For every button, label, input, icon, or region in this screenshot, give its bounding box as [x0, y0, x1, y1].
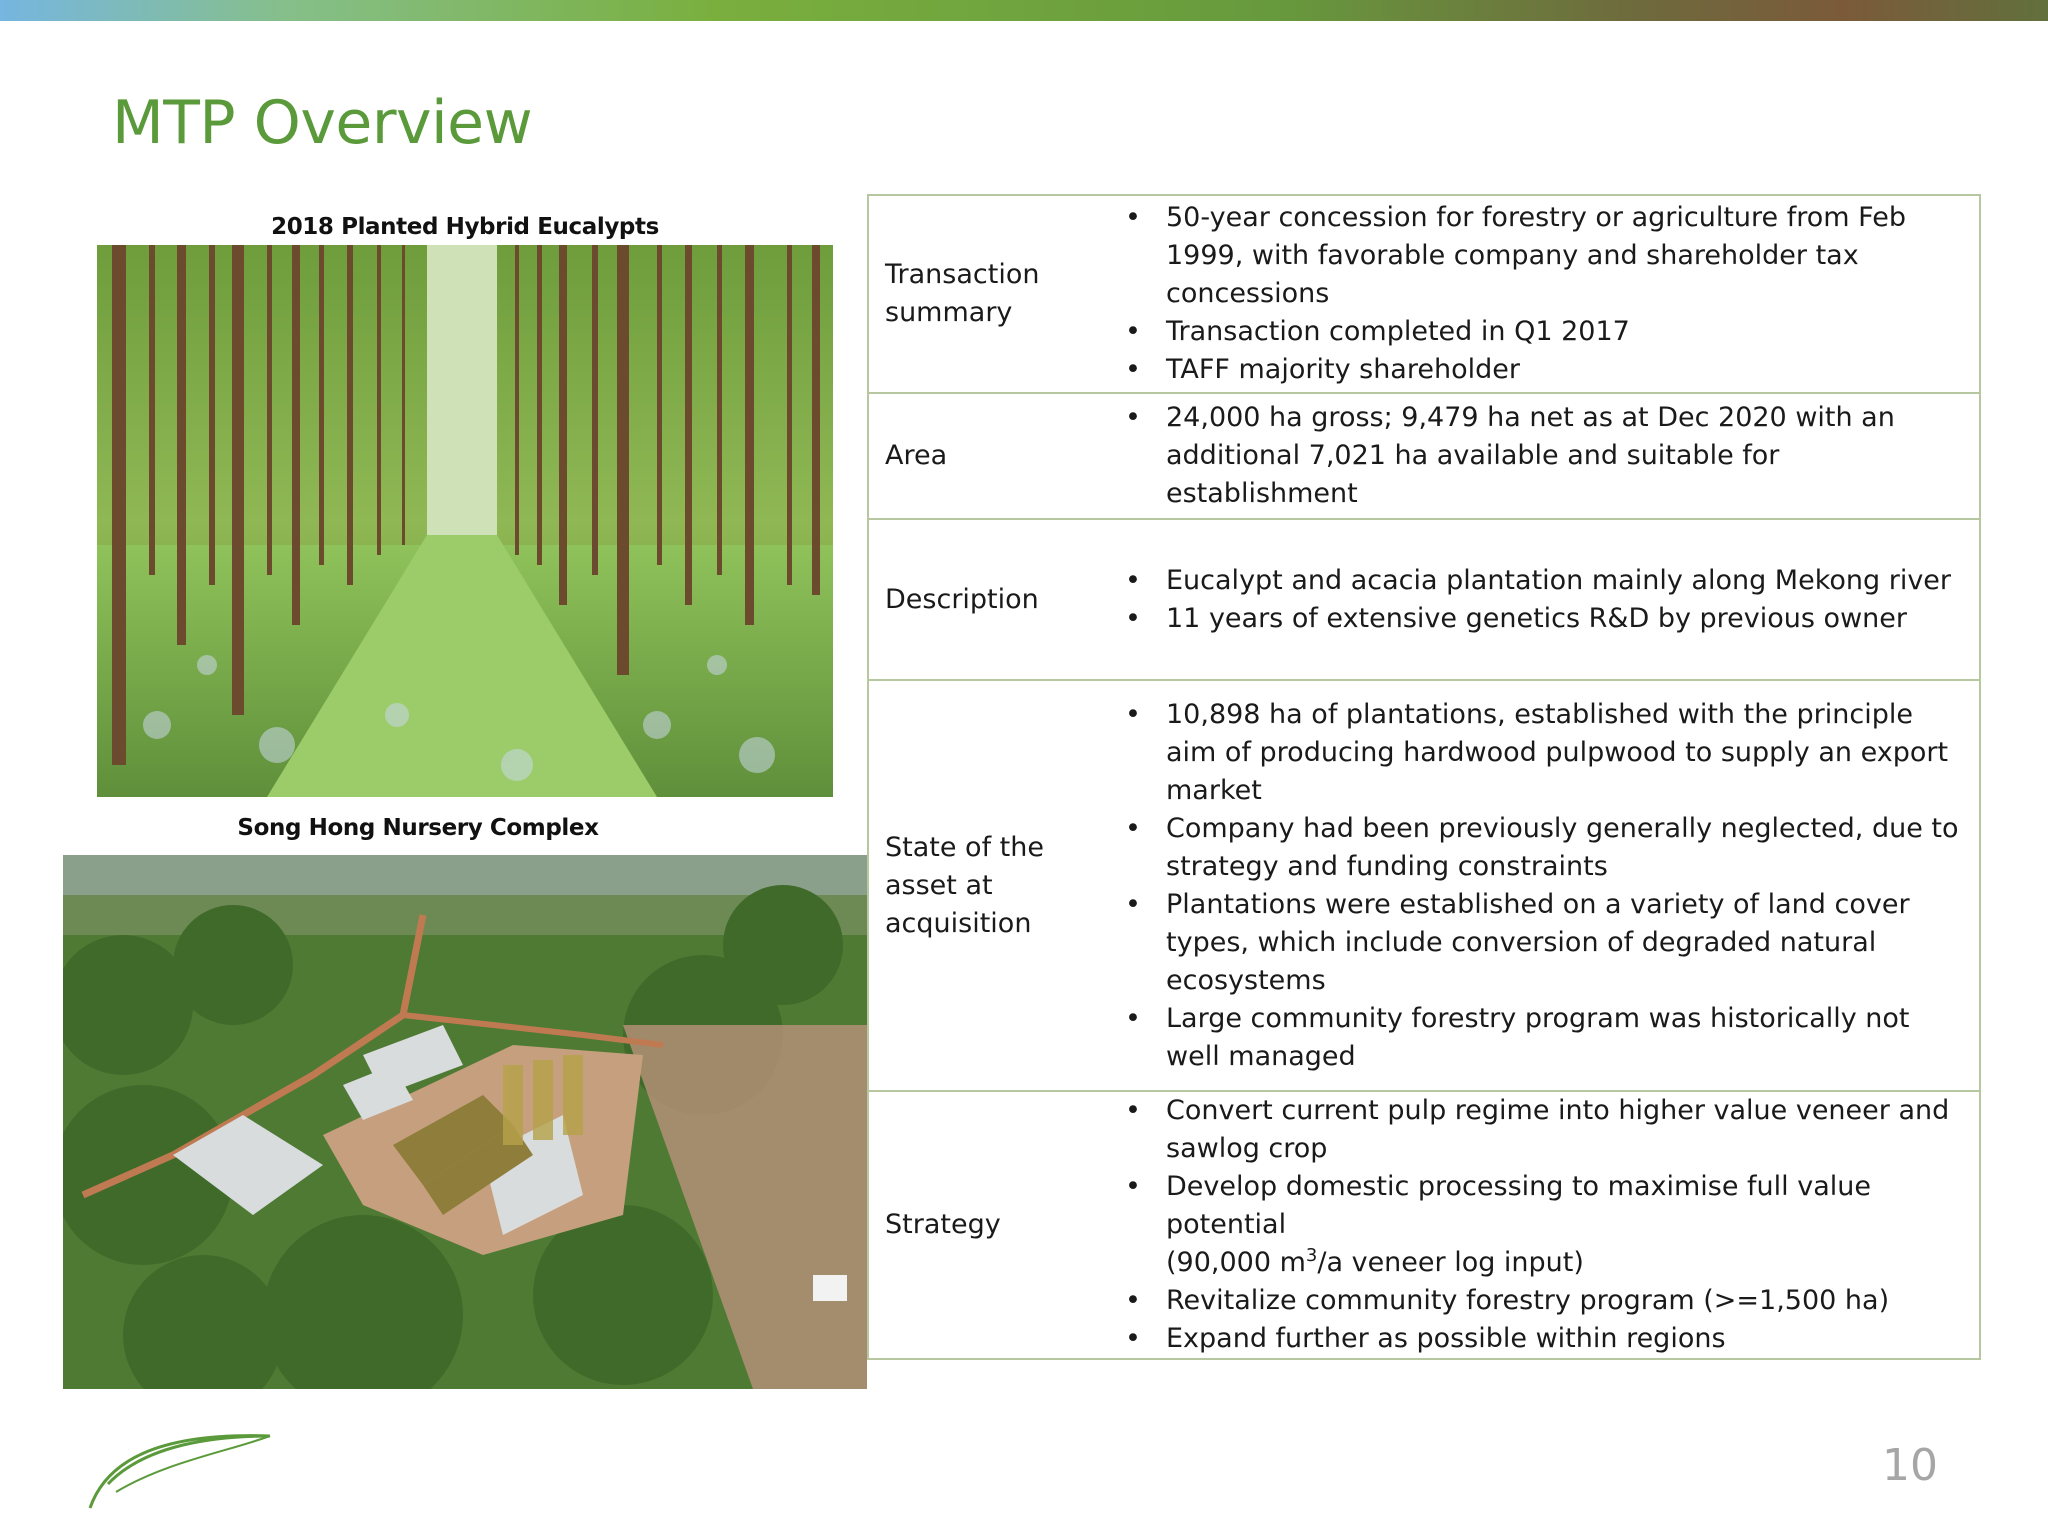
- row-content: [1115, 680, 1980, 1091]
- row-label: State of the asset at acquisition: [868, 680, 1115, 1091]
- row-content: [1115, 519, 1980, 680]
- bullet-item: • 24,000 ha gross; 9,479 ha net as at Dec 2020 with an additional 7,021 ha available and suitable for establishment: [1125, 399, 1963, 513]
- row-label: Area: [868, 393, 1115, 519]
- bullet-item: • 11 years of extensive genetics R&D by previous owner: [1125, 600, 1963, 638]
- bullet-item: • TAFF majority shareholder: [1125, 351, 1963, 389]
- bullet-item: • Convert current pulp regime into higher value veneer and sawlog crop: [1125, 1092, 1963, 1168]
- bullet-text: Develop domestic processing to maximise full value potential: [1166, 1171, 1872, 1240]
- top-gradient-bar: [0, 0, 2048, 21]
- capacity-superscript: 3: [1305, 1245, 1318, 1266]
- nursery-photo-caption: Song Hong Nursery Complex: [237, 815, 599, 841]
- bullet-item: • Company had been previously generally neglected, due to strategy and funding constraints: [1125, 810, 1963, 886]
- page-number: 10: [1882, 1440, 1938, 1491]
- bullet-item: [1125, 1168, 1963, 1282]
- bullet-item: • 50-year concession for forestry or agriculture from Feb 1999, with favorable company and shareholder tax concessions: [1125, 199, 1963, 313]
- table-row-state-of-asset: [868, 680, 1980, 1091]
- nursery-complex-photo: [63, 855, 867, 1389]
- bullet-item: • Plantations were established on a variety of land cover types, which include conversion of degraded natural ecosystems: [1125, 886, 1963, 1000]
- bullet-item: • 10,898 ha of plantations, established with the principle aim of producing hardwood pulpwood to supply an export market: [1125, 696, 1963, 810]
- bullet-item: • Eucalypt and acacia plantation mainly along Mekong river: [1125, 562, 1963, 600]
- bullet-item: • Large community forestry program was historically not well managed: [1125, 1000, 1963, 1076]
- table-row-description: [868, 519, 1980, 680]
- bullet-item: • Transaction completed in Q1 2017: [1125, 313, 1963, 351]
- table-row-area: [868, 393, 1980, 519]
- leaf-logo-icon: [86, 1422, 276, 1512]
- row-label: Description: [868, 519, 1115, 680]
- row-label: Strategy: [868, 1091, 1115, 1359]
- page-title: MTP Overview: [112, 88, 533, 158]
- eucalypt-plantation-photo: [97, 245, 833, 797]
- row-content: [1115, 1091, 1980, 1359]
- bullet-item: • Expand further as possible within regions: [1125, 1320, 1963, 1358]
- eucalypt-photo-caption: 2018 Planted Hybrid Eucalypts: [271, 214, 659, 240]
- row-label: Transaction summary: [868, 195, 1115, 393]
- bullet-item: • Revitalize community forestry program (>=1,500 ha): [1125, 1282, 1963, 1320]
- capacity-prefix: (90,000 m: [1166, 1247, 1306, 1278]
- table-row-strategy: [868, 1091, 1980, 1359]
- row-content: [1115, 195, 1980, 393]
- capacity-suffix: /a veneer log input): [1317, 1247, 1584, 1278]
- row-content: [1115, 393, 1980, 519]
- overview-table: [867, 194, 1981, 1360]
- table-row-transaction-summary: [868, 195, 1980, 393]
